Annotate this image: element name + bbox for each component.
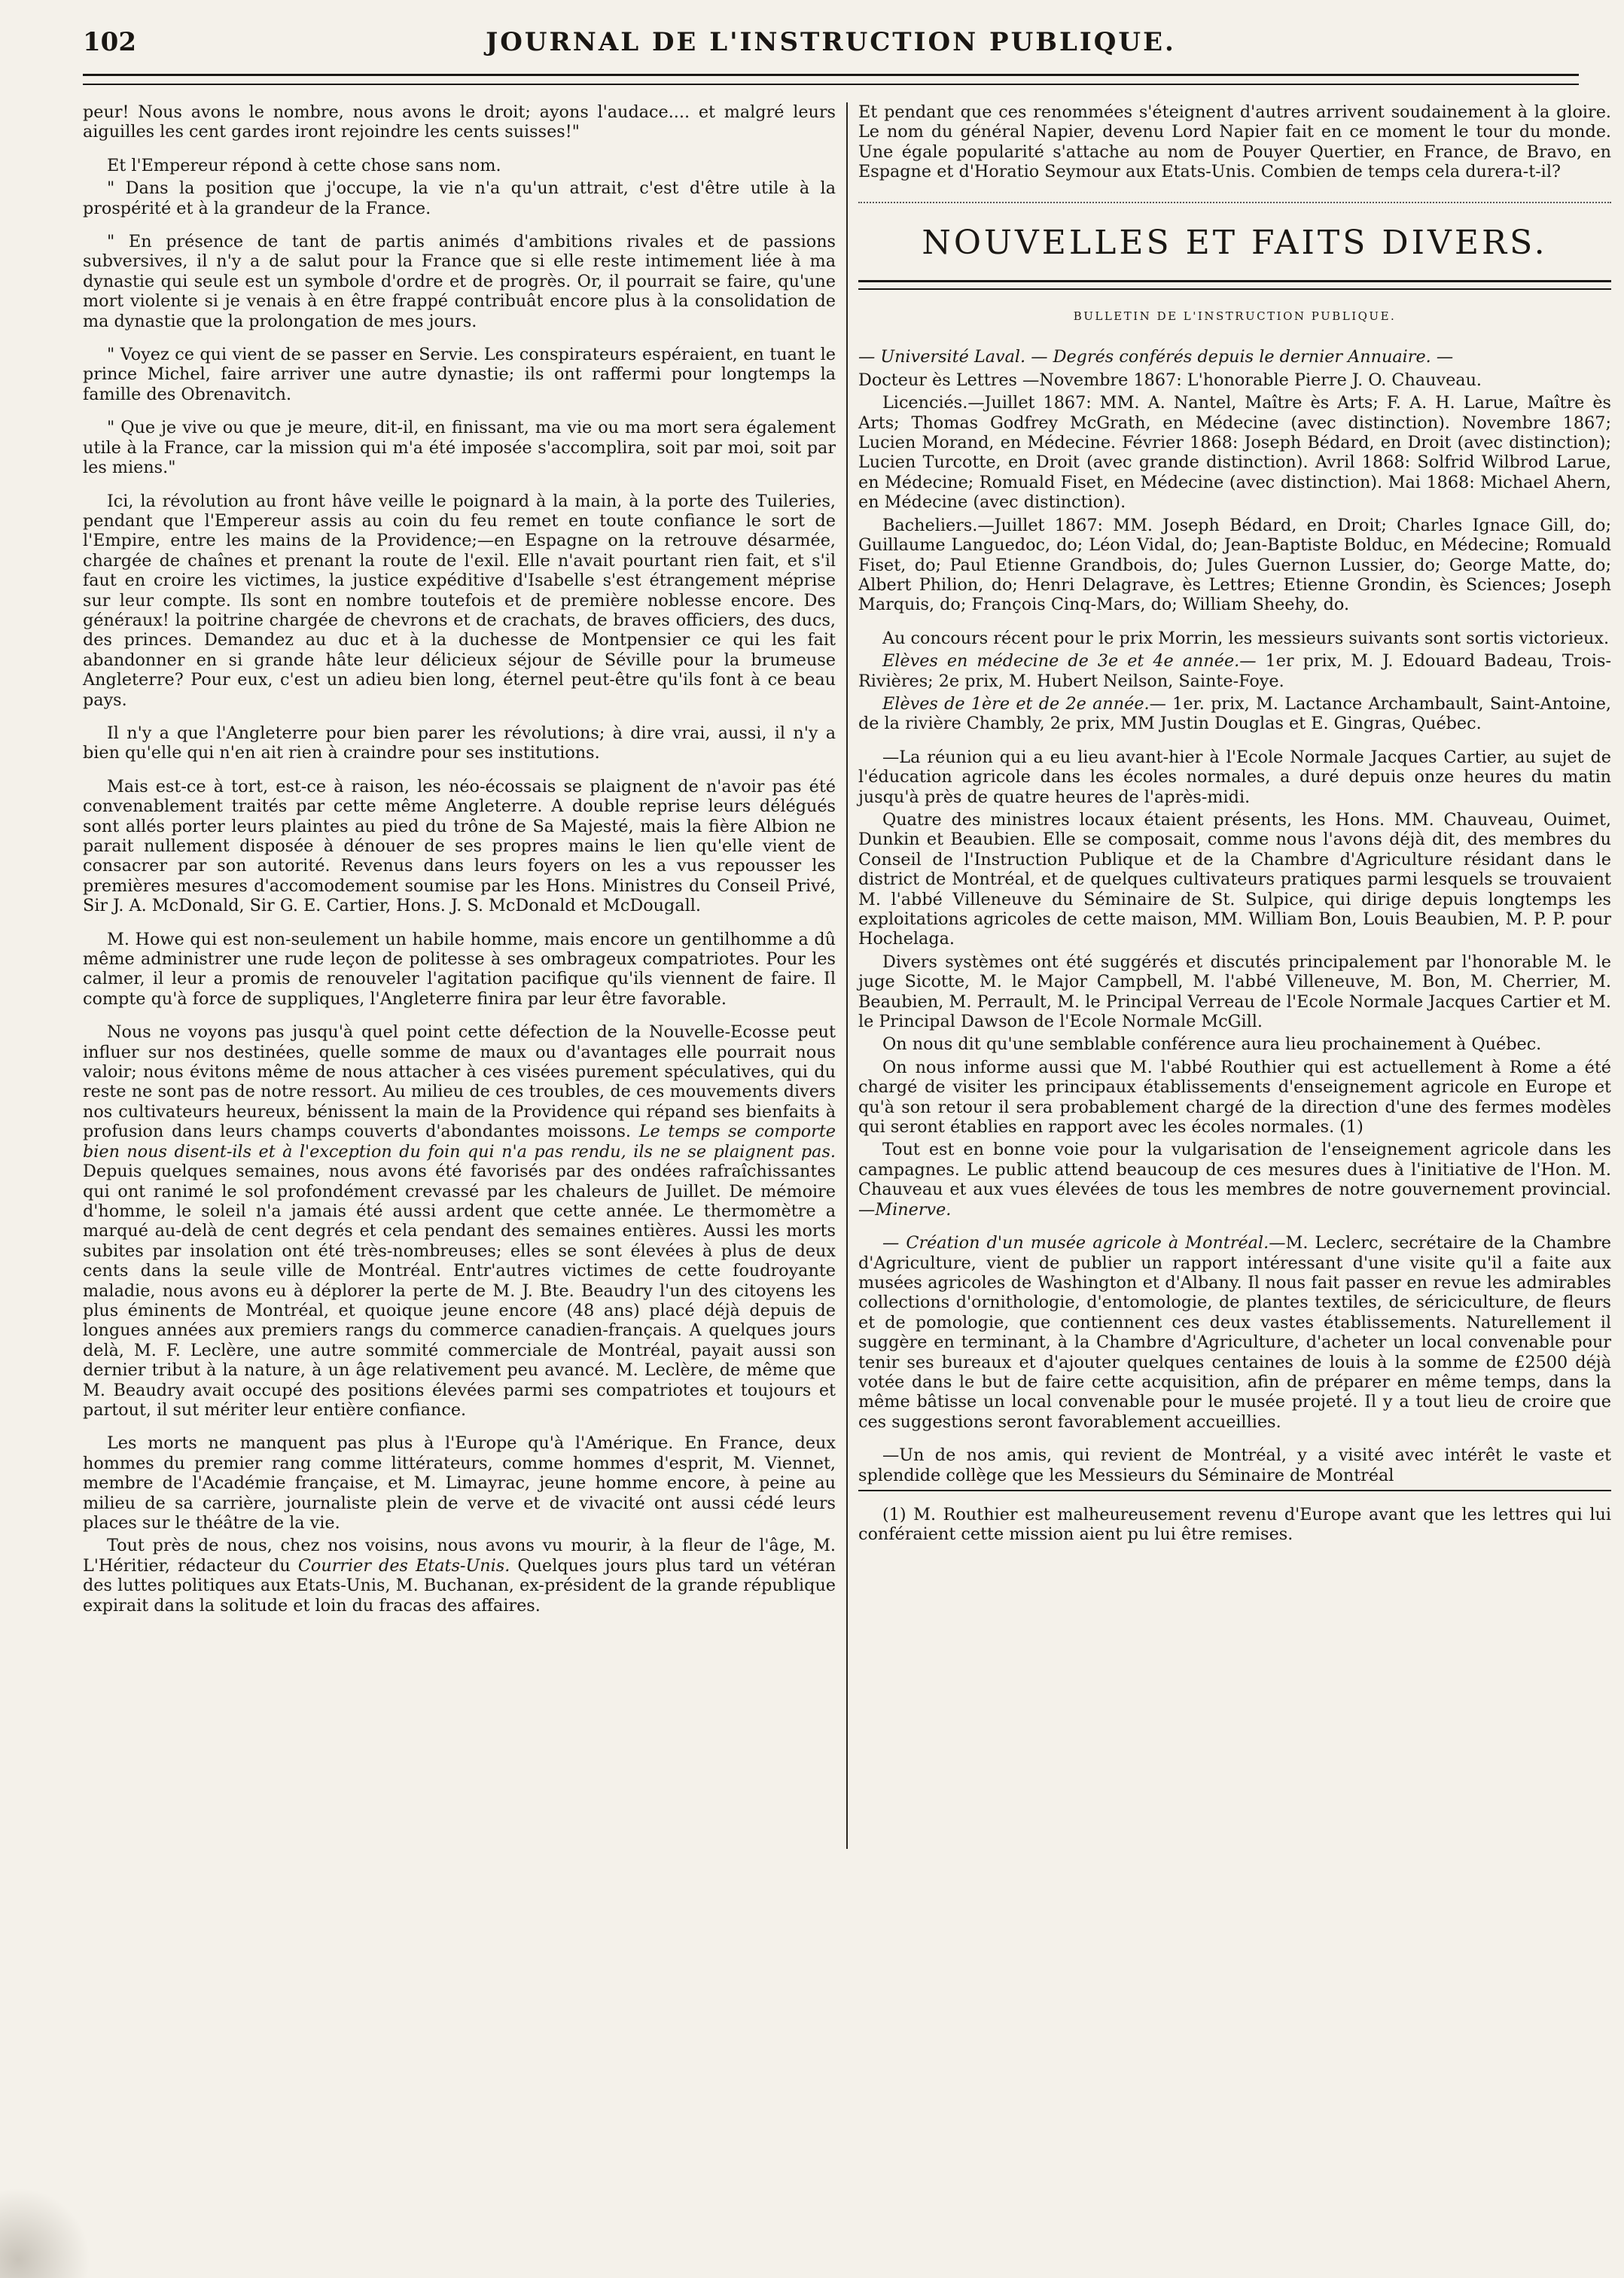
paragraph: On nous informe aussi que M. l'abbé Routhier qui est actuellement à Rome a été chargé de visiter les principaux établissements d'enseignement agricole en Europe et qu'à son retour il sera probablement chargé de la direction d'une des fermes modèles qui seront établies en rapport avec les écoles normales. (1)	[858, 1057, 1611, 1137]
footnote: (1) M. Routhier est malheureusement revenu d'Europe avant que les lettres qui lui conféraient cette mission aient pu lui être remises.	[858, 1504, 1611, 1545]
paragraph: " Que je vive ou que je meure, dit-il, en finissant, ma vie ou ma mort sera également utile à la France, car la mission qui m'a été imposée s'accomplira, soit par moi, soit par les miens."	[83, 418, 836, 478]
prize-category: Elèves de 1ère et de 2e année.—	[882, 693, 1166, 714]
section-double-rule	[858, 280, 1611, 290]
laval-title-text: — Université Laval. — Degrés conférés depuis le dernier Annuaire. —	[858, 347, 1454, 367]
paper-stain	[0, 2188, 90, 2278]
paragraph: " En présence de tant de partis animés d'ambitions rivales et de passions subversives, il n'y a de salut pour la France que si elle reste intimement liée à ma dynastie qui seule est un symbole d'ordre et de progrès. Or, il pourrait se faire, qu'une mort violente si je venais à en être frappé contribuât encore plus à la consolidation de ma dynastie que la prolongation de mes jours.	[83, 232, 836, 331]
paragraph-text: Quelques jours plus tard un vétéran des luttes politiques aux Etats-Unis, M. Buchanan, ex-président de la grande république expirait dans la solitude et loin du fracas des affaires.	[83, 1555, 836, 1616]
column-divider	[846, 102, 848, 1849]
paragraph: Docteur ès Lettres —Novembre 1867: L'honorable Pierre J. O. Chauveau.	[858, 370, 1482, 390]
page-header	[83, 27, 1579, 65]
paragraph	[83, 1536, 836, 1616]
right-column	[858, 102, 1611, 1558]
bulletin-subheading: BULLETIN DE L'INSTRUCTION PUBLIQUE.	[1073, 309, 1397, 324]
paragraph: Ici, la révolution au front hâve veille le poignard à la main, à la porte des Tuileries, pendant que l'Empereur assis au coin du feu remet en toute confiance le sort de l'Empire, entre les mains de la Providence;—en Espagne on la retrouve désarmée, chargée de chaînes et prenant la route de l'exil. Elle n'avait pourtant rien fait, et s'il faut en croire les victimes, la justice expéditive d'Isabelle s'est étrangement méprise sur leur compte. Ils sont en nombre toutefois et de première noblesse encore. Des généraux! la poitrine chargée de chevrons et de crachats, de braves officiers, des ducs, des princes. Demandez au duc et à la duchesse de Montpensier ce qui les fait abandonner en si grande hâte leur délicieux séjour de Séville pour la brumeuse Angleterre? Pour eux, c'est un adieu bien long, éternel peut-être qu'ils font à ce beau pays.	[83, 491, 836, 710]
paragraph: On nous dit qu'une semblable conférence aura lieu prochainement à Québec.	[882, 1034, 1542, 1055]
paragraph: Quatre des ministres locaux étaient présents, les Hons. MM. Chauveau, Ouimet, Dunkin et Beaubien. Elle se composait, comme nous l'avons déjà dit, des membres du Conseil de l'Instruction Publique et de la Chambre d'Agriculture résidant dans le district de Montréal, et de quelques cultivateurs pratiques parmi lesquels se trouvaient M. l'abbé Villeneuve du Séminaire de St. Sulpice, qui dirige depuis longtemps les exploitations agricoles de cette maison, MM. William Bon, Louis Beaubien, M. P. P. pour Hochelaga.	[858, 809, 1611, 949]
paragraph: Bacheliers.—Juillet 1867: MM. Joseph Bédard, en Droit; Charles Ignace Gill, do; Guillaume Languedoc, do; Léon Vidal, do; Jean-Baptiste Bolduc, en Médecine; Romuald Fiset, do; Paul Etienne Grandbois, do; Jules Guernon Lussier, do; George Matte, do; Albert Philion, do; Henri Delagrave, ès Lettres; Etienne Grondin, ès Sciences; Joseph Marquis, do; François Cinq-Mars, do; William Sheehy, do.	[858, 515, 1611, 615]
paragraph: Divers systèmes ont été suggérés et discutés principalement par l'honorable M. le juge Sicotte, M. le Major Campbell, M. l'abbé Villeneuve, M. Bon, M. Cherrier, M. Beaubien, M. Perrault, M. le Principal Verreau de l'Ecole Normale Jacques Cartier et M. le Principal Dawson de l'Ecole Normale McGill.	[858, 952, 1611, 1032]
paragraph-text: Tout est en bonne voie pour la vulgarisation de l'enseignement agricole dans les campagnes. Le public attend beaucoup de ces mesures dues à l'initiative de l'Hon. M. Chauveau et aux vues élevées de tous les membres de notre gouvernement provincial.—	[858, 1140, 1611, 1220]
paragraph	[858, 1140, 1611, 1220]
newspaper-name: Courrier des Etats-Unis.	[297, 1555, 510, 1576]
section-heading: NOUVELLES ET FAITS DIVERS.	[922, 223, 1548, 262]
italic-quote: Le temps se comporte bien nous disent-ils et à l'exception du foin qui n'a pas rendu, ils ne se plaignent pas.	[83, 1122, 836, 1162]
article-heading: — Création d'un musée agricole à Montréal.	[882, 1233, 1269, 1253]
paragraph: Mais est-ce à tort, est-ce à raison, les néo-écossais se plaignent de n'avoir pas été convenablement traités par cette même Angleterre. A double reprise leurs délégués sont allés porter leurs plaintes au pied du trône de Sa Majesté, mais la fière Albion ne parait nullement disposée à dénouer de ses propres mains le lien qu'elle vient de consacrer par son autorité. Revenus dans leurs foyers on les a vus repousser les premières mesures d'accomodement soumise par les Hons. Ministres du Conseil Privé, Sir J. A. McDonald, Sir G. E. Cartier, Hons. J. S. McDonald et McDougall.	[83, 776, 836, 916]
paragraph-text: —M. Leclerc, secrétaire de la Chambre d'Agriculture, vient de publier un rapport intéressant d'une visite qu'il a faite aux musées agricoles de Washington et d'Albany. Il nous fait passer en revue les admirables collections d'ornithologie, d'entomologie, de plantes textiles, de sériciculture, de fleurs et de pomologie, que contiennent ces deux vastes établissements. Naturellement il suggère en terminant, à la Chambre d'Agriculture, d'acheter un local convenable pour tenir ses bureaux et d'ajouter quelques centaines de louis à la somme de £2500 déjà votée dans le but de faire cette acquisition, afin de préparer en même temps, dans la même bâtisse un local convenable pour le musée projeté. Il y a tout lieu de croire que ces suggestions seront favorablement accueillies.	[858, 1233, 1611, 1432]
paragraph: —La réunion qui a eu lieu avant-hier à l'Ecole Normale Jacques Cartier, au sujet de l'éducation agricole dans les écoles normales, a duré depuis onze heures du matin jusqu'à près de quatre heures de l'après-midi.	[858, 747, 1611, 807]
paragraph-text: 1er prix, M. J. Edouard Badeau, Trois-Rivières; 2e prix, M. Hubert Neilson, Sainte-Foye.	[858, 651, 1611, 691]
journal-title: JOURNAL DE L'INSTRUCTION PUBLIQUE.	[486, 27, 1176, 57]
paragraph-text: Nous ne voyons pas jusqu'à quel point cette défection de la Nouvelle-Ecosse peut influer sur nos destinées, quelle somme de maux ou d'avantages elle pourrait nous valoir; nous évitons même de nous attacher à ces visées purement spéculatives, qui du reste ne sont pas de notre ressort. Au milieu de ces troubles, de ces mouvements divers nos cultivateurs heureux, bénissent la main de la Providence qui répand ses bienfaits à profusion dans leurs champs couverts d'abondantes moissons.	[83, 1022, 836, 1142]
source-credit: Minerve.	[875, 1199, 952, 1220]
paragraph: " Dans la position que j'occupe, la vie n'a qu'un attrait, c'est d'être utile à la prospérité et à la grandeur de la France.	[83, 178, 836, 218]
paragraph-text: Tout près de nous, chez nos voisins, nous avons vu mourir, à la fleur de l'âge, M. L'Héritier, rédacteur du	[83, 1536, 836, 1576]
paragraph: Et l'Empereur répond à cette chose sans nom.	[107, 155, 501, 175]
page-number: 102	[83, 27, 136, 57]
paragraph: Au concours récent pour le prix Morrin, les messieurs suivants sont sortis victorieux.	[882, 628, 1610, 648]
paragraph: Il n'y a que l'Angleterre pour bien parer les révolutions; à dire vrai, aussi, il n'y a bien qu'elle qui n'en ait rien à craindre pour ses institutions.	[83, 723, 836, 763]
paragraph	[83, 1022, 836, 1420]
paragraph: Licenciés.—Juillet 1867: MM. A. Nantel, Maître ès Arts; F. A. H. Larue, Maître ès Arts; Thomas Godfrey McGrath, en Médecine (avec distinction). Novembre 1867; Lucien Morand, en Médecine. Février 1868: Joseph Bédard, en Droit (avec distinction); Lucien Turcotte, en Droit (avec grande distinction). Avril 1868: Solfrid Wilbrod Larue, en Médecine; Romuald Fiset, en Médecine (avec distinction). Mai 1868: Michael Ahern, en Médecine (avec distinction).	[858, 393, 1611, 513]
header-double-rule	[83, 74, 1579, 85]
paragraph: peur! Nous avons le nombre, nous avons le droit; ayons l'audace.... et malgré leurs aiguilles les cent gardes iront rejoindre les cents suisses!"	[83, 102, 836, 142]
laval-title	[858, 347, 1611, 367]
paragraph	[858, 651, 1611, 691]
paragraph: M. Howe qui est non-seulement un habile homme, mais encore un gentilhomme a dû même administrer une rude leçon de politesse à ses ombrageux compatriotes. Pour les calmer, il leur a promis de renouveler l'agitation pacifique qu'ils viennent de faire. Il compte qu'à force de suppliques, l'Angleterre finira par leur être favorable.	[83, 929, 836, 1009]
paragraph	[858, 694, 1611, 734]
paragraph: Les morts ne manquent pas plus à l'Europe qu'à l'Amérique. En France, deux hommes du premier rang comme littérateurs, comme hommes d'esprit, M. Viennet, membre de l'Académie française, et M. Limayrac, jeune homme encore, à peine au milieu de sa carrière, journaliste plein de verve et de vivacité ont aussi cédé leurs places sur le théâtre de la vie.	[83, 1433, 836, 1533]
paragraph: —Un de nos amis, qui revient de Montréal, y a visité avec intérêt le vaste et splendide collège que les Messieurs du Séminaire de Montréal	[858, 1445, 1611, 1485]
paragraph: " Voyez ce qui vient de se passer en Servie. Les conspirateurs espéraient, en tuant le prince Michel, faire arriver une autre dynastie; ils ont raffermi pour longtemps la famille des Obrenavitch.	[83, 345, 836, 404]
left-column	[83, 102, 836, 1629]
paragraph: Et pendant que ces renommées s'éteignent d'autres arrivent soudainement à la gloire. Le nom du général Napier, devenu Lord Napier fait en ce moment le tour du monde. Une égale popularité s'attache au nom de Pouyer Quertier, en France, de Bravo, en Espagne et d'Horatio Seymour aux Etats-Unis. Combien de temps cela durera-t-il?	[858, 102, 1611, 182]
paragraph-text: 1er. prix, M. Lactance Archambault, Saint-Antoine, de la rivière Chambly, 2e prix, MM Justin Douglas et E. Gingras, Québec.	[858, 693, 1612, 734]
dotted-divider	[858, 202, 1611, 203]
footnote-rule	[858, 1490, 1611, 1491]
paragraph-text: Depuis quelques semaines, nous avons été favorisés par des ondées rafraîchissantes qui ont ranimé le sol profondément crevassé par les chaleurs de Juillet. De mémoire d'homme, le soleil n'a jamais été aussi ardent que cette année. Le thermomètre a marqué au-delà de cent degrés et cela pendant des semaines entières. Aussi les morts subites par insolation ont été très-nombreuses; elles se sont élevées à plus de deux cents dans la seule ville de Montréal. Entr'autres victimes de cette foudroyante maladie, nous avons eu à déplorer la perte de M. J. Bte. Beaudry l'un des citoyens les plus éminents de Montréal, et quoique jeune encore (48 ans) placé déjà depuis de longues années aux premiers rangs du commerce canadien-français. A quelques jours delà, M. F. Leclère, une autre sommité commerciale de Montréal, payait aussi son dernier tribut à la nature, à un âge relativement peu avancé. M. Leclère, de même que M. Beaudry avait occupé des positions élevées parmi ses compatriotes et toujours et partout, il sut mériter leur entière confiance.	[83, 1162, 836, 1420]
prize-category: Elèves en médecine de 3e et 4e année.—	[882, 651, 1257, 672]
paragraph	[858, 1233, 1611, 1432]
